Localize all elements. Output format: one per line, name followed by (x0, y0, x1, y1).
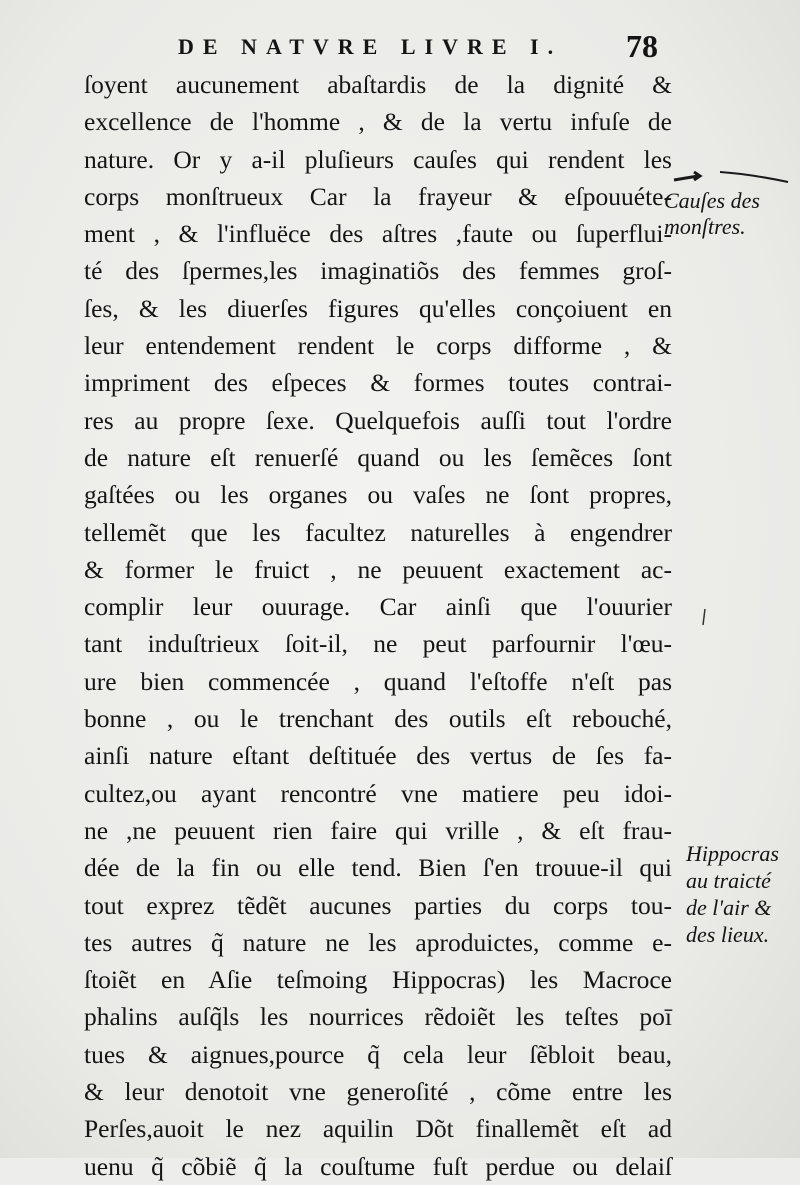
text-line: ſtoiẽt en Aſie teſmoing Hippocras) les Macroce (84, 965, 672, 995)
text-line: Perſes,auoit le nez aquilin Dõt finallemẽt eſt ad (84, 1114, 672, 1144)
text-line: excellence de l'homme , & de la vertu infuſe de (84, 107, 672, 137)
folio-number: 78 (626, 28, 658, 64)
text-line: de nature eſt renuerſé quand ou les ſemẽces ſont (84, 442, 672, 472)
text-line: nature. Or y a-il pluſieurs cauſes qui rendent les (84, 144, 672, 174)
text-line: ment , & l'influëce des aſtres ,faute ou ſuperflui- (84, 219, 672, 249)
text-line: tellemẽt que les facultez naturelles à engendrer (84, 517, 672, 547)
text-line: & former le fruict , ne peuuent exactement ac- (84, 554, 672, 584)
margin-note-line: monſtres. (664, 214, 746, 239)
text-line: corps monſtrueux Car la frayeur & eſpouuéte- (84, 181, 672, 211)
text-line: phalins auſq̃ls les nourrices rẽdoiẽt les teſtes poī (84, 1002, 672, 1032)
body-text (84, 66, 672, 1185)
margin-note-hippocras (686, 840, 798, 948)
margin-note-line: Cauſes des (664, 188, 760, 213)
margin-note-causes (664, 188, 794, 240)
running-head (178, 30, 658, 70)
margin-note-line: des lieux. (686, 922, 770, 947)
text-line: cultez,ou ayant rencontré vne matiere peu idoi- (84, 778, 672, 808)
text-line: tant induſtrieux ſoit-il, ne peut parfournir l'œu- (84, 629, 672, 659)
text-line: res au propre ſexe. Quelquefois auſſi tout l'ordre (84, 405, 672, 435)
text-line: impriment des eſpeces & formes toutes contrai- (84, 368, 672, 398)
margin-note-line: Hippocras (686, 841, 779, 866)
margin-tick-mark (700, 608, 708, 626)
text-line: bonne , ou le trenchant des outils eſt rebouché, (84, 704, 672, 734)
text-line: leur entendement rendent le corps difforme , & (84, 331, 672, 361)
text-line: gaſtées ou les organes ou vaſes ne ſont propres, (84, 480, 672, 510)
text-line: té des ſpermes,les imaginatiõs des femmes groſ- (84, 256, 672, 286)
text-line: tes autres q̃ nature ne les aproduictes, comme e- (84, 927, 672, 957)
margin-pointer-mark (670, 166, 790, 188)
text-line: ainſi nature eſtant deſtituée des vertus de ſes fa- (84, 741, 672, 771)
text-line: complir leur ouurage. Car ainſi que l'ouurier (84, 592, 672, 622)
running-title: DE NATVRE LIVRE I. (178, 34, 563, 59)
text-line: dée de la fin ou elle tend. Bien ſ'en trouue-il qui (84, 853, 672, 883)
text-line: ſoyent aucunement abaſtardis de la dignité & (84, 70, 672, 99)
text-line: uenu q̃ cõbiẽ q̃ la couſtume fuſt perdue ou delaiſ (84, 1151, 672, 1181)
margin-note-line: de l'air & (686, 895, 772, 920)
text-line: ure bien commencée , quand l'eſtoffe n'eſt pas (84, 666, 672, 696)
text-line: tues & aignues,pource q̃ cela leur ſẽbloit beau, (84, 1039, 672, 1069)
text-line: tout exprez tẽdẽt aucunes parties du corps tou- (84, 890, 672, 920)
text-line: ſes, & les diuerſes figures qu'elles conçoiuent en (84, 293, 672, 323)
text-line: ne ,ne peuuent rien faire qui vrille , & eſt frau- (84, 815, 672, 845)
margin-note-line: au traicté (686, 868, 771, 893)
text-line: & leur denotoit vne generoſité , cõme entre les (84, 1077, 672, 1107)
